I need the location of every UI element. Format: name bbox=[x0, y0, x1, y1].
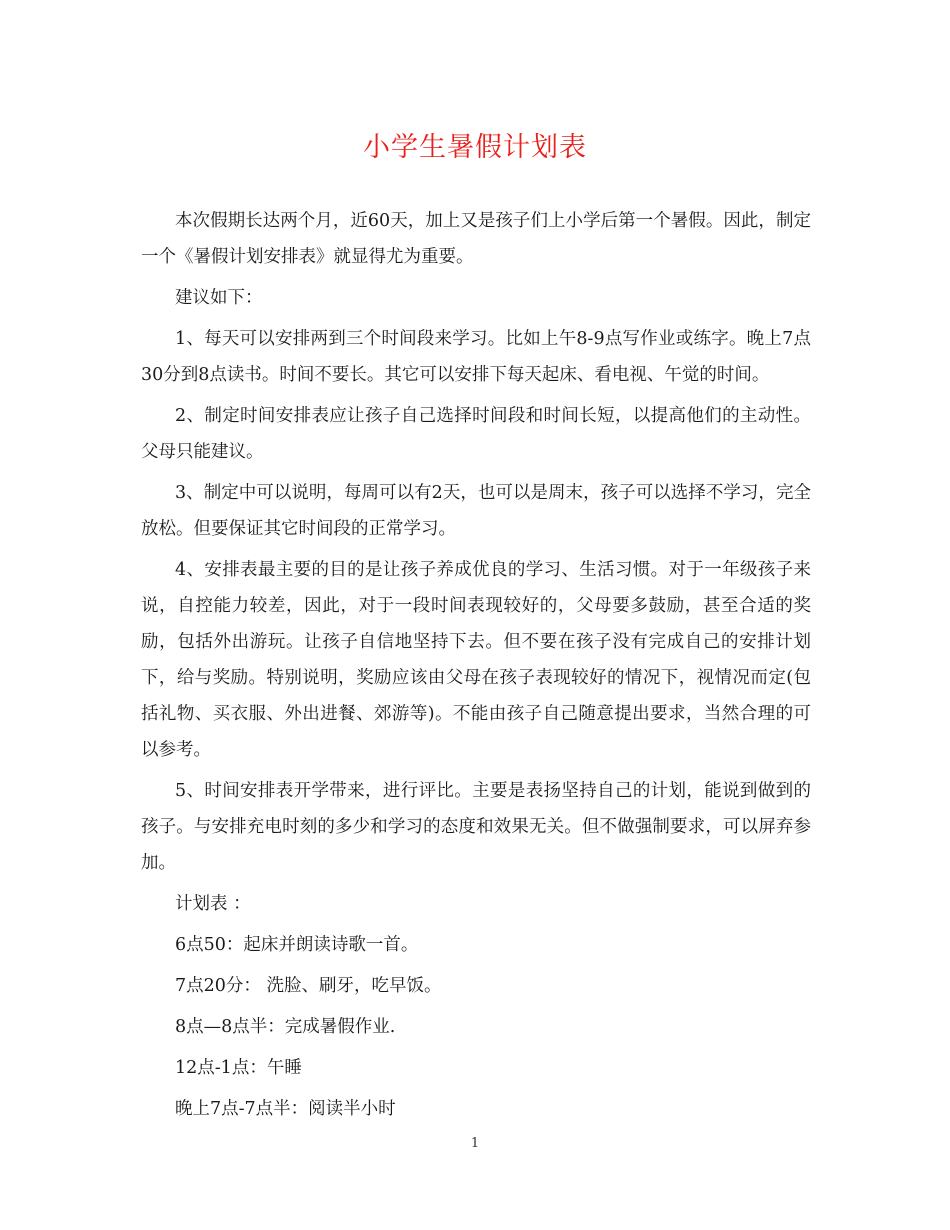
schedule-item: 6点50：起床并朗读诗歌一首。 bbox=[175, 935, 419, 955]
schedule-item: 8点—8点半：完成暑假作业. bbox=[175, 1017, 396, 1037]
document-title: 小学生暑假计划表 bbox=[363, 132, 587, 163]
suggestion-item-2: 2、制定时间安排表应让孩子自己选择时间段和时间长短，以提高他们的主动性。父母只能建议。 bbox=[141, 406, 811, 462]
document-body bbox=[141, 203, 811, 1132]
plan-label: 计划表 ： bbox=[175, 894, 251, 914]
suggestion-heading: 建议如下： bbox=[175, 288, 263, 308]
suggestion-item-4: 4、安排表最主要的目的是让孩子养成优良的学习、生活习惯。对于一年级孩子来说，自控能力较差，因此，对于一段时间表现较好的，父母要多鼓励，甚至合适的奖励，包括外出游玩。让孩子自信地坚持下去。但不要在孩子没有完成自己的安排计划下，给与奖励。特别说明，奖励应该由父母在孩子表现较好的情况下，视情况而定(包括礼物、买衣服、外出进餐、郊游等)。不能由孩子自己随意提出要求，当然合理的可以参考。 bbox=[141, 560, 811, 760]
suggestion-item-5: 5、时间安排表开学带来，进行评比。主要是表扬坚持自己的计划，能说到做到的孩子。与安排充电时刻的多少和学习的态度和效果无关。但不做强制要求，可以屏弃参加。 bbox=[141, 781, 811, 873]
schedule-item: 12点-1点：午睡 bbox=[175, 1058, 302, 1078]
suggestion-item-3: 3、制定中可以说明，每周可以有2天，也可以是周末，孩子可以选择不学习，完全放松。但要保证其它时间段的正常学习。 bbox=[141, 483, 811, 539]
suggestion-item-1: 1、每天可以安排两到三个时间段来学习。比如上午8-9点写作业或练字。晚上7点30分到8点读书。时间不要长。其它可以安排下每天起床、看电视、午觉的时间。 bbox=[141, 329, 811, 385]
page-number: 1 bbox=[470, 1136, 480, 1151]
intro-paragraph: 本次假期长达两个月，近60天，加上又是孩子们上小学后第一个暑假。因此，制定一个《暑假计划安排表》就显得尤为重要。 bbox=[141, 211, 811, 267]
schedule-item: 7点20分： 洗脸、刷牙，吃早饭。 bbox=[175, 976, 442, 996]
schedule-item: 晚上7点-7点半：阅读半小时 bbox=[175, 1099, 396, 1119]
